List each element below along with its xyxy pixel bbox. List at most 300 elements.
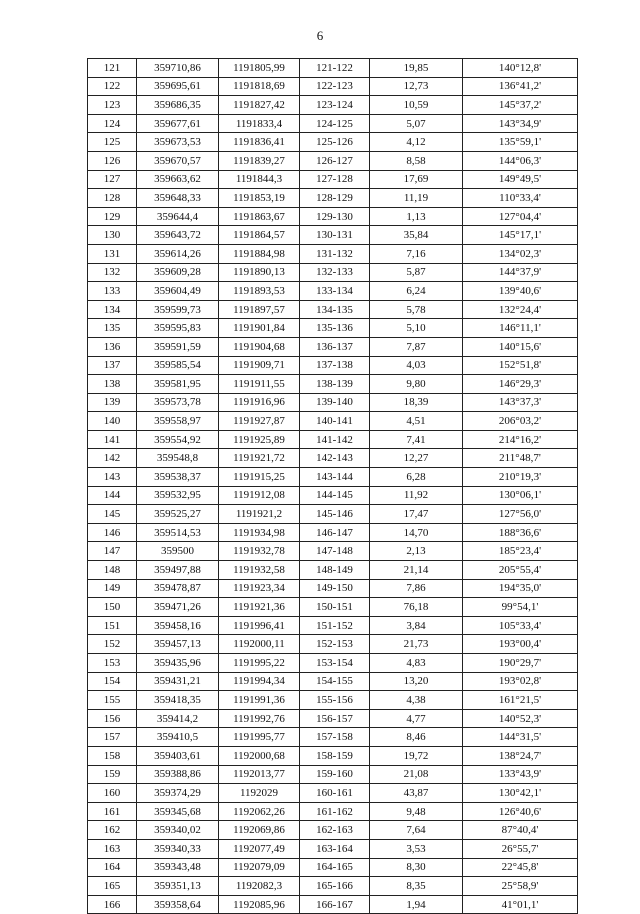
- segment-length: 5,87: [370, 263, 463, 282]
- point-number: 165: [88, 877, 137, 896]
- coordinate-y: 1192069,86: [219, 821, 300, 840]
- segment-label: 141-142: [300, 430, 370, 449]
- point-number: 142: [88, 449, 137, 468]
- table-row: [88, 858, 578, 877]
- table-row: [88, 468, 578, 487]
- coordinate-y: 1191994,34: [219, 672, 300, 691]
- direction-angle: 22°45,8': [463, 858, 578, 877]
- segment-label: 134-135: [300, 300, 370, 319]
- segment-length: 3,84: [370, 616, 463, 635]
- table-row: [88, 877, 578, 896]
- direction-angle: 110°33,4': [463, 189, 578, 208]
- coordinate-y: 1191996,41: [219, 616, 300, 635]
- segment-length: 8,46: [370, 728, 463, 747]
- table-row: [88, 728, 578, 747]
- segment-label: 155-156: [300, 691, 370, 710]
- segment-label: 160-161: [300, 784, 370, 803]
- coordinate-x: 359695,61: [137, 77, 219, 96]
- point-number: 127: [88, 170, 137, 189]
- direction-angle: 145°17,1': [463, 226, 578, 245]
- direction-angle: 193°02,8': [463, 672, 578, 691]
- direction-angle: 41°01,1': [463, 895, 578, 914]
- segment-label: 127-128: [300, 170, 370, 189]
- segment-label: 157-158: [300, 728, 370, 747]
- point-number: 157: [88, 728, 137, 747]
- segment-length: 6,28: [370, 468, 463, 487]
- segment-length: 4,03: [370, 356, 463, 375]
- coordinate-y: 1191836,41: [219, 133, 300, 152]
- coordinate-x: 359604,49: [137, 282, 219, 301]
- segment-label: 139-140: [300, 393, 370, 412]
- point-number: 134: [88, 300, 137, 319]
- coordinate-y: 1191925,89: [219, 430, 300, 449]
- segment-length: 43,87: [370, 784, 463, 803]
- segment-label: 133-134: [300, 282, 370, 301]
- segment-label: 135-136: [300, 319, 370, 338]
- direction-angle: 152°51,8': [463, 356, 578, 375]
- segment-label: 166-167: [300, 895, 370, 914]
- table-row: [88, 356, 578, 375]
- point-number: 147: [88, 542, 137, 561]
- coordinate-x: 359538,37: [137, 468, 219, 487]
- point-number: 151: [88, 616, 137, 635]
- coordinate-x: 359591,59: [137, 337, 219, 356]
- coordinate-y: 1191995,22: [219, 654, 300, 673]
- page-number: 6: [316, 28, 324, 43]
- coordinate-y: 1191833,4: [219, 114, 300, 133]
- table-row: [88, 654, 578, 673]
- coordinate-y: 1191934,98: [219, 523, 300, 542]
- point-number: 140: [88, 412, 137, 431]
- coordinate-x: 359435,96: [137, 654, 219, 673]
- coordinate-y: 1191890,13: [219, 263, 300, 282]
- segment-label: 140-141: [300, 412, 370, 431]
- segment-length: 6,24: [370, 282, 463, 301]
- coordinate-x: 359374,29: [137, 784, 219, 803]
- direction-angle: 143°34,9': [463, 114, 578, 133]
- coordinate-x: 359514,53: [137, 523, 219, 542]
- coordinate-y: 1191853,19: [219, 189, 300, 208]
- coordinate-x: 359403,61: [137, 746, 219, 765]
- table-row: [88, 170, 578, 189]
- coordinate-y: 1191932,58: [219, 561, 300, 580]
- segment-length: 7,41: [370, 430, 463, 449]
- table-row: [88, 244, 578, 263]
- segment-label: 152-153: [300, 635, 370, 654]
- point-number: 162: [88, 821, 137, 840]
- direction-angle: 143°37,3': [463, 393, 578, 412]
- direction-angle: 139°40,6': [463, 282, 578, 301]
- point-number: 137: [88, 356, 137, 375]
- segment-length: 4,38: [370, 691, 463, 710]
- table-row: [88, 672, 578, 691]
- point-number: 123: [88, 96, 137, 115]
- segment-length: 4,77: [370, 709, 463, 728]
- direction-angle: 130°06,1': [463, 486, 578, 505]
- coordinate-y: 1191897,57: [219, 300, 300, 319]
- coordinate-x: 359554,92: [137, 430, 219, 449]
- coordinate-y: 1191805,99: [219, 59, 300, 78]
- table-row: [88, 300, 578, 319]
- segment-length: 4,83: [370, 654, 463, 673]
- direction-angle: 206°03,2': [463, 412, 578, 431]
- segment-label: 161-162: [300, 802, 370, 821]
- direction-angle: 190°29,7': [463, 654, 578, 673]
- coordinate-x: 359558,97: [137, 412, 219, 431]
- table-row: [88, 542, 578, 561]
- direction-angle: 127°56,0': [463, 505, 578, 524]
- coordinate-y: 1191863,67: [219, 207, 300, 226]
- coordinates-table: [87, 58, 578, 914]
- point-number: 148: [88, 561, 137, 580]
- coordinate-y: 1192029: [219, 784, 300, 803]
- point-number: 160: [88, 784, 137, 803]
- direction-angle: 145°37,2': [463, 96, 578, 115]
- segment-label: 148-149: [300, 561, 370, 580]
- segment-label: 137-138: [300, 356, 370, 375]
- segment-label: 124-125: [300, 114, 370, 133]
- table-row: [88, 449, 578, 468]
- segment-label: 153-154: [300, 654, 370, 673]
- point-number: 131: [88, 244, 137, 263]
- segment-label: 165-166: [300, 877, 370, 896]
- segment-label: 150-151: [300, 598, 370, 617]
- segment-length: 5,78: [370, 300, 463, 319]
- coordinate-y: 1192082,3: [219, 877, 300, 896]
- segment-length: 7,16: [370, 244, 463, 263]
- table-row: [88, 765, 578, 784]
- table-row: [88, 151, 578, 170]
- segment-length: 11,92: [370, 486, 463, 505]
- point-number: 145: [88, 505, 137, 524]
- coordinate-x: 359581,95: [137, 375, 219, 394]
- table-row: [88, 114, 578, 133]
- direction-angle: 26°55,7': [463, 839, 578, 858]
- segment-length: 4,51: [370, 412, 463, 431]
- coordinate-y: 1191915,25: [219, 468, 300, 487]
- coordinate-x: 359414,2: [137, 709, 219, 728]
- coordinate-y: 1191927,87: [219, 412, 300, 431]
- point-number: 139: [88, 393, 137, 412]
- point-number: 128: [88, 189, 137, 208]
- coordinate-x: 359573,78: [137, 393, 219, 412]
- point-number: 125: [88, 133, 137, 152]
- coordinate-y: 1191827,42: [219, 96, 300, 115]
- point-number: 124: [88, 114, 137, 133]
- segment-length: 17,69: [370, 170, 463, 189]
- coordinate-x: 359673,53: [137, 133, 219, 152]
- point-number: 161: [88, 802, 137, 821]
- direction-angle: 146°11,1': [463, 319, 578, 338]
- coordinate-y: 1191921,36: [219, 598, 300, 617]
- coordinate-x: 359351,13: [137, 877, 219, 896]
- point-number: 126: [88, 151, 137, 170]
- point-number: 136: [88, 337, 137, 356]
- coordinate-y: 1191839,27: [219, 151, 300, 170]
- direction-angle: 136°41,2': [463, 77, 578, 96]
- table-row: [88, 77, 578, 96]
- coordinate-x: 359548,8: [137, 449, 219, 468]
- table-row: [88, 616, 578, 635]
- coordinate-y: 1191991,36: [219, 691, 300, 710]
- segment-length: 76,18: [370, 598, 463, 617]
- segment-length: 8,30: [370, 858, 463, 877]
- direction-angle: 193°00,4': [463, 635, 578, 654]
- segment-length: 7,86: [370, 579, 463, 598]
- point-number: 146: [88, 523, 137, 542]
- direction-angle: 99°54,1': [463, 598, 578, 617]
- segment-length: 18,39: [370, 393, 463, 412]
- segment-label: 163-164: [300, 839, 370, 858]
- coordinate-x: 359418,35: [137, 691, 219, 710]
- coordinate-y: 1191923,34: [219, 579, 300, 598]
- segment-length: 21,14: [370, 561, 463, 580]
- coordinate-x: 359458,16: [137, 616, 219, 635]
- direction-angle: 105°33,4': [463, 616, 578, 635]
- segment-label: 126-127: [300, 151, 370, 170]
- coordinate-y: 1192062,26: [219, 802, 300, 821]
- segment-label: 147-148: [300, 542, 370, 561]
- segment-length: 2,13: [370, 542, 463, 561]
- coordinate-y: 1191916,96: [219, 393, 300, 412]
- coordinate-y: 1191921,72: [219, 449, 300, 468]
- segment-label: 162-163: [300, 821, 370, 840]
- segment-length: 3,53: [370, 839, 463, 858]
- segment-length: 21,73: [370, 635, 463, 654]
- segment-label: 142-143: [300, 449, 370, 468]
- coordinate-x: 359457,13: [137, 635, 219, 654]
- segment-length: 8,35: [370, 877, 463, 896]
- direction-angle: 130°42,1': [463, 784, 578, 803]
- coordinate-y: 1191844,3: [219, 170, 300, 189]
- table-row: [88, 691, 578, 710]
- point-number: 158: [88, 746, 137, 765]
- table-row: [88, 839, 578, 858]
- coordinate-x: 359340,33: [137, 839, 219, 858]
- table-row: [88, 133, 578, 152]
- point-number: 155: [88, 691, 137, 710]
- segment-length: 10,59: [370, 96, 463, 115]
- coordinate-x: 359478,87: [137, 579, 219, 598]
- coordinate-x: 359648,33: [137, 189, 219, 208]
- table-row: [88, 96, 578, 115]
- segment-length: 5,10: [370, 319, 463, 338]
- coordinate-y: 1191864,57: [219, 226, 300, 245]
- direction-angle: 146°29,3': [463, 375, 578, 394]
- point-number: 149: [88, 579, 137, 598]
- point-number: 159: [88, 765, 137, 784]
- segment-length: 14,70: [370, 523, 463, 542]
- segment-length: 1,13: [370, 207, 463, 226]
- point-number: 130: [88, 226, 137, 245]
- segment-length: 19,85: [370, 59, 463, 78]
- point-number: 153: [88, 654, 137, 673]
- segment-label: 125-126: [300, 133, 370, 152]
- coordinates-table-body: [88, 59, 578, 914]
- coordinate-x: 359471,26: [137, 598, 219, 617]
- coordinate-y: 1191818,69: [219, 77, 300, 96]
- point-number: 138: [88, 375, 137, 394]
- direction-angle: 161°21,5': [463, 691, 578, 710]
- coordinate-x: 359388,86: [137, 765, 219, 784]
- segment-length: 35,84: [370, 226, 463, 245]
- segment-length: 12,73: [370, 77, 463, 96]
- table-row: [88, 393, 578, 412]
- segment-label: 159-160: [300, 765, 370, 784]
- segment-length: 11,19: [370, 189, 463, 208]
- segment-label: 143-144: [300, 468, 370, 487]
- coordinate-y: 1191911,55: [219, 375, 300, 394]
- point-number: 143: [88, 468, 137, 487]
- point-number: 144: [88, 486, 137, 505]
- direction-angle: 135°59,1': [463, 133, 578, 152]
- table-row: [88, 505, 578, 524]
- coordinate-x: 359599,73: [137, 300, 219, 319]
- table-row: [88, 412, 578, 431]
- segment-label: 138-139: [300, 375, 370, 394]
- table-row: [88, 282, 578, 301]
- coordinate-x: 359670,57: [137, 151, 219, 170]
- table-row: [88, 337, 578, 356]
- table-row: [88, 59, 578, 78]
- coordinate-x: 359595,83: [137, 319, 219, 338]
- segment-label: 129-130: [300, 207, 370, 226]
- coordinate-x: 359663,62: [137, 170, 219, 189]
- segment-label: 128-129: [300, 189, 370, 208]
- direction-angle: 126°40,6': [463, 802, 578, 821]
- table-row: [88, 523, 578, 542]
- segment-label: 156-157: [300, 709, 370, 728]
- coordinate-y: 1191904,68: [219, 337, 300, 356]
- direction-angle: 87°40,4': [463, 821, 578, 840]
- segment-label: 146-147: [300, 523, 370, 542]
- point-number: 135: [88, 319, 137, 338]
- coordinate-x: 359345,68: [137, 802, 219, 821]
- segment-length: 13,20: [370, 672, 463, 691]
- segment-length: 1,94: [370, 895, 463, 914]
- direction-angle: 185°23,4': [463, 542, 578, 561]
- segment-length: 7,87: [370, 337, 463, 356]
- coordinate-y: 1192000,11: [219, 635, 300, 654]
- point-number: 163: [88, 839, 137, 858]
- point-number: 156: [88, 709, 137, 728]
- direction-angle: 132°24,4': [463, 300, 578, 319]
- direction-angle: 149°49,5': [463, 170, 578, 189]
- coordinate-x: 359340,02: [137, 821, 219, 840]
- coordinate-x: 359410,5: [137, 728, 219, 747]
- segment-length: 19,72: [370, 746, 463, 765]
- direction-angle: 127°04,4': [463, 207, 578, 226]
- coordinate-x: 359500: [137, 542, 219, 561]
- direction-angle: 211°48,7': [463, 449, 578, 468]
- segment-label: 164-165: [300, 858, 370, 877]
- segment-length: 5,07: [370, 114, 463, 133]
- coordinate-x: 359677,61: [137, 114, 219, 133]
- point-number: 133: [88, 282, 137, 301]
- segment-label: 144-145: [300, 486, 370, 505]
- table-row: [88, 635, 578, 654]
- coordinate-y: 1192000,68: [219, 746, 300, 765]
- coordinate-y: 1192085,96: [219, 895, 300, 914]
- segment-length: 21,08: [370, 765, 463, 784]
- coordinate-y: 1191901,84: [219, 319, 300, 338]
- segment-label: 121-122: [300, 59, 370, 78]
- segment-label: 158-159: [300, 746, 370, 765]
- direction-angle: 140°15,6': [463, 337, 578, 356]
- segment-label: 130-131: [300, 226, 370, 245]
- direction-angle: 144°31,5': [463, 728, 578, 747]
- coordinate-x: 359358,64: [137, 895, 219, 914]
- coordinate-y: 1191932,78: [219, 542, 300, 561]
- direction-angle: 140°12,8': [463, 59, 578, 78]
- point-number: 166: [88, 895, 137, 914]
- coordinate-x: 359710,86: [137, 59, 219, 78]
- segment-length: 7,64: [370, 821, 463, 840]
- point-number: 129: [88, 207, 137, 226]
- point-number: 132: [88, 263, 137, 282]
- coordinate-y: 1191992,76: [219, 709, 300, 728]
- coordinate-x: 359497,88: [137, 561, 219, 580]
- table-row: [88, 430, 578, 449]
- direction-angle: 133°43,9': [463, 765, 578, 784]
- table-row: [88, 821, 578, 840]
- point-number: 154: [88, 672, 137, 691]
- table-row: [88, 746, 578, 765]
- point-number: 122: [88, 77, 137, 96]
- direction-angle: 134°02,3': [463, 244, 578, 263]
- segment-length: 4,12: [370, 133, 463, 152]
- table-row: [88, 709, 578, 728]
- table-row: [88, 375, 578, 394]
- coordinate-y: 1191995,77: [219, 728, 300, 747]
- point-number: 164: [88, 858, 137, 877]
- table-row: [88, 579, 578, 598]
- table-row: [88, 802, 578, 821]
- segment-length: 9,80: [370, 375, 463, 394]
- segment-label: 123-124: [300, 96, 370, 115]
- coordinate-x: 359343,48: [137, 858, 219, 877]
- direction-angle: 194°35,0': [463, 579, 578, 598]
- coordinate-y: 1192077,49: [219, 839, 300, 858]
- direction-angle: 25°58,9': [463, 877, 578, 896]
- coordinate-y: 1191912,08: [219, 486, 300, 505]
- coordinate-x: 359609,28: [137, 263, 219, 282]
- direction-angle: 144°06,3': [463, 151, 578, 170]
- table-row: [88, 189, 578, 208]
- coordinate-x: 359585,54: [137, 356, 219, 375]
- segment-label: 154-155: [300, 672, 370, 691]
- coordinate-x: 359644,4: [137, 207, 219, 226]
- direction-angle: 205°55,4': [463, 561, 578, 580]
- coordinate-x: 359686,35: [137, 96, 219, 115]
- point-number: 141: [88, 430, 137, 449]
- segment-label: 131-132: [300, 244, 370, 263]
- coordinate-y: 1191893,53: [219, 282, 300, 301]
- coordinate-x: 359431,21: [137, 672, 219, 691]
- table-row: [88, 598, 578, 617]
- point-number: 152: [88, 635, 137, 654]
- table-row: [88, 226, 578, 245]
- direction-angle: 144°37,9': [463, 263, 578, 282]
- point-number: 121: [88, 59, 137, 78]
- segment-length: 17,47: [370, 505, 463, 524]
- point-number: 150: [88, 598, 137, 617]
- direction-angle: 140°52,3': [463, 709, 578, 728]
- coordinate-y: 1192079,09: [219, 858, 300, 877]
- segment-label: 151-152: [300, 616, 370, 635]
- direction-angle: 138°24,7': [463, 746, 578, 765]
- table-row: [88, 263, 578, 282]
